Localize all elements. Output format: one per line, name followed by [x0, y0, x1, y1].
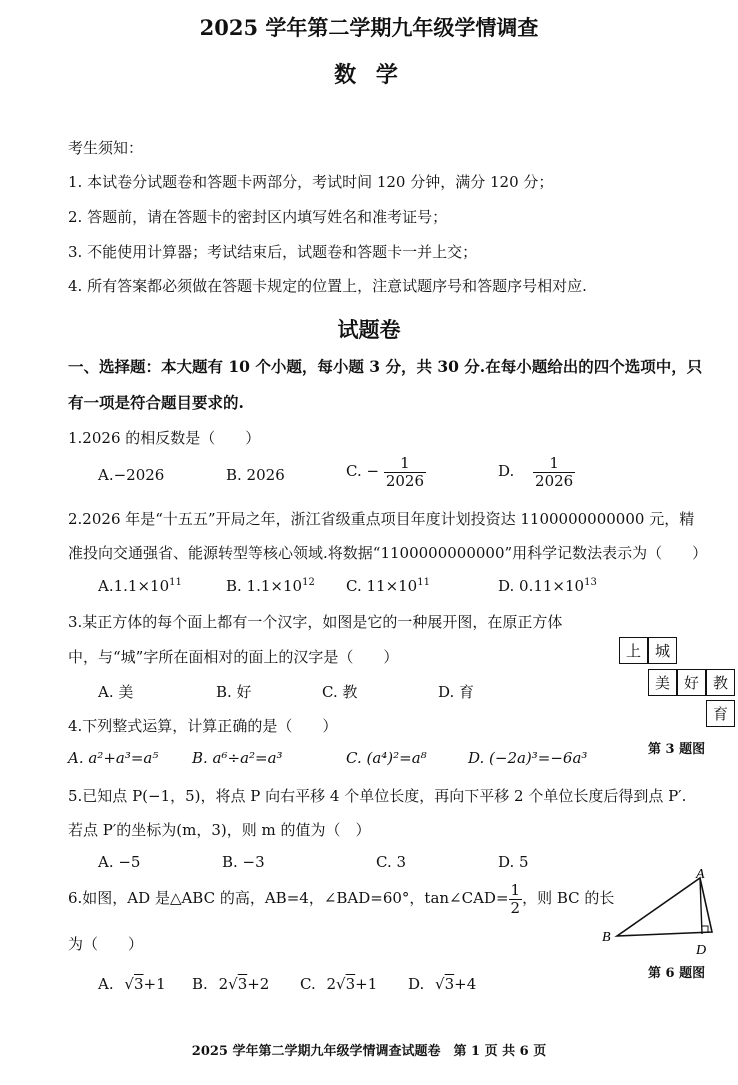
label-a: A: [696, 867, 705, 882]
q6-option-a-tail: +1: [143, 975, 166, 993]
q6-figure-caption: 第 6 题图: [648, 966, 706, 981]
net-cell-1: 上: [619, 637, 648, 664]
q1-stem: 1.2026 的相反数是（ ）: [68, 429, 261, 447]
q4-option-a: A. a²+a³=a⁵: [68, 749, 159, 767]
q2-option-a-base: A.1.1×10: [98, 577, 170, 595]
q1-option-d: [498, 455, 575, 489]
q6-fraction-num: 1: [510, 881, 521, 899]
q6-option-c-label: C.: [300, 975, 316, 993]
q2-option-c: [346, 577, 430, 595]
q6-option-d-tail: +4: [454, 975, 477, 993]
q5-line1: 5.已知点 P(−1，5)，将点 P 向右平移 4 个单位长度，再向下平移 2 个单位长度后得到点 P′.: [68, 787, 687, 805]
q1-option-d-fraction: [533, 455, 575, 489]
q2-option-d-exp: 13: [584, 577, 597, 588]
q4-option-c: C. (a⁴)²=a⁸: [346, 749, 427, 767]
q2-option-b-exp: 12: [302, 577, 315, 588]
q6-option-a-label: A.: [98, 975, 114, 993]
q4-option-d: D. (−2a)³=−6a³: [468, 749, 588, 767]
q3-option-d: D. 育: [438, 683, 475, 701]
triangle-abc: [617, 878, 712, 936]
net-cell-3: 美: [648, 669, 677, 696]
q6-option-b-tail: +2: [247, 975, 270, 993]
q6-option-d-radicand: 3: [444, 975, 455, 993]
q6-triangle-figure: [598, 866, 722, 962]
notice-item-1: 1. 本试卷分试题卷和答题卡两部分，考试时间 120 分钟，满分 120 分；: [68, 173, 554, 191]
q4-option-b: B. a⁶÷a²=a³: [192, 749, 283, 767]
q5-option-d: D. 5: [498, 853, 529, 871]
q3-line1: 3.某正方体的每个面上都有一个汉字，如图是它的一种展开图，在原正方体: [68, 613, 563, 631]
q2-option-c-base: C. 11×10: [346, 577, 418, 595]
exam-title: 2025 学年第二学期九年级学情调查: [199, 15, 539, 40]
net-cell-4: 好: [677, 669, 706, 696]
q6-line1-part1: 6.如图，AD 是△ABC 的高，AB=4，∠BAD=60°，tan∠CAD=: [68, 889, 509, 907]
net-cell-2: 城: [648, 637, 677, 664]
q6-option-c: C. 2√3+1: [300, 975, 378, 993]
notice-heading: 考生须知：: [68, 139, 144, 157]
q4-stem: 4.下列整式运算，计算正确的是（ ）: [68, 717, 338, 735]
q6-option-c-radicand: 3: [345, 975, 356, 993]
q1-option-c-prefix: C. −: [346, 462, 380, 480]
q6-option-d-label: D.: [408, 975, 425, 993]
q3-option-b: B. 好: [216, 683, 252, 701]
q6-line1-part2: ，则 BC 的长: [522, 889, 615, 907]
q6-fraction: [509, 882, 523, 916]
q2-option-b: [226, 577, 315, 595]
q1-option-d-prefix: D.: [498, 462, 515, 480]
q6-option-a: A. √3+1: [98, 975, 166, 993]
q3-option-c: C. 教: [322, 683, 358, 701]
page-footer: 2025 学年第二学期九年级学情调查试题卷 第 1 页 共 6 页: [191, 1044, 547, 1059]
q3-figure-caption: 第 3 题图: [648, 742, 706, 757]
label-d: D: [696, 943, 707, 958]
q6-option-d: D. √3+4: [408, 975, 477, 993]
q1-option-c: [346, 455, 426, 489]
notice-item-3: 3. 不能使用计算器；考试结束后，试题卷和答题卡一并上交；: [68, 243, 478, 261]
section1-line1: 一、选择题：本大题有 10 个小题，每小题 3 分，共 30 分.在每小题给出的四个选项中，只: [68, 357, 703, 376]
notice-item-4: 4. 所有答案都必须做在答题卡规定的位置上，注意试题序号和答题序号相对应.: [68, 277, 587, 295]
q1-option-c-fraction: [384, 455, 426, 489]
net-cell-6: 育: [706, 700, 735, 727]
q5-option-c: C. 3: [376, 853, 407, 871]
q6-fraction-den: 2: [510, 898, 521, 917]
notice-item-2: 2. 答题前，请在答题卡的密封区内填写姓名和准考证号；: [68, 208, 448, 226]
q2-option-d: [498, 577, 597, 595]
q1-option-a: A.−2026: [98, 466, 165, 484]
q1-option-d-den: 2026: [535, 471, 574, 490]
q1-option-d-num: 1: [549, 454, 559, 472]
q2-option-d-base: D. 0.11×10: [498, 577, 585, 595]
q6-line1: [68, 882, 614, 916]
q3-line2: 中，与“城”字所在面相对的面上的汉字是（ ）: [68, 648, 399, 666]
q2-line1: 2.2026 年是“十五五”开局之年，浙江省级重点项目年度计划投资达 1100000000000 元，精: [68, 510, 695, 528]
q3-option-a: A. 美: [98, 683, 134, 701]
q5-line2: 若点 P′的坐标为(m，3)，则 m 的值为（ ）: [68, 821, 371, 839]
q6-option-a-radicand: 3: [133, 975, 144, 993]
q1-option-c-num: 1: [400, 454, 410, 472]
subject-title: 数 学: [334, 62, 404, 88]
q2-option-a: [98, 577, 182, 595]
q6-option-c-coef: 2: [326, 975, 337, 993]
q1-option-c-den: 2026: [385, 471, 425, 490]
q6-option-b-label: B.: [192, 975, 208, 993]
q6-option-c-tail: +1: [355, 975, 378, 993]
q2-option-a-exp: 11: [169, 577, 182, 588]
q6-option-b-coef: 2: [218, 975, 229, 993]
q5-option-a: A. −5: [98, 853, 141, 871]
q1-option-b: B. 2026: [226, 466, 285, 484]
net-cell-5: 教: [706, 669, 735, 696]
label-b: B: [602, 930, 611, 945]
q2-option-c-exp: 11: [417, 577, 430, 588]
section1-line2: 有一项是符合题目要求的.: [68, 393, 244, 412]
q6-line2: 为（ ）: [68, 935, 144, 953]
q5-option-b: B. −3: [222, 853, 265, 871]
q6-option-b: B. 2√3+2: [192, 975, 270, 993]
q2-option-b-base: B. 1.1×10: [226, 577, 303, 595]
q2-line2: 准投向交通强省、能源转型等核心领域.将数据“1100000000000”用科学记数法表示为（ ）: [68, 544, 708, 562]
paper-title: 试题卷: [337, 317, 401, 342]
q6-option-b-radicand: 3: [237, 975, 248, 993]
